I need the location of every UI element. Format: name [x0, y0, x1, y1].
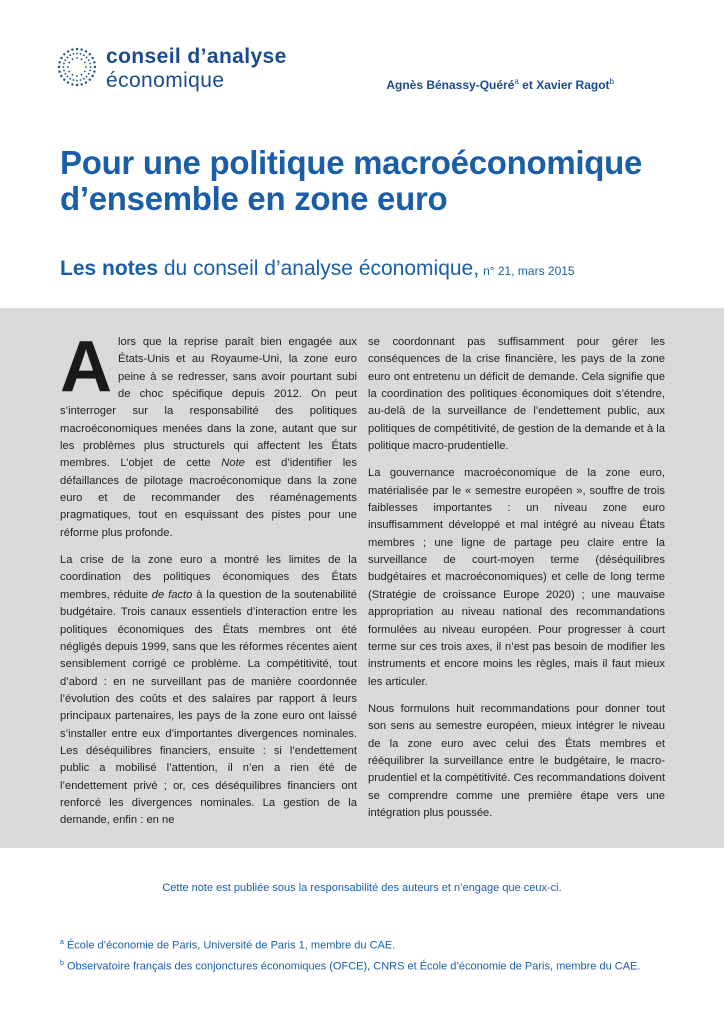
summary-column-left	[60, 327, 357, 840]
logo-dot	[90, 66, 92, 68]
author-footnote-mark: a	[514, 77, 519, 86]
logo-dot	[84, 62, 86, 64]
logo-dot	[76, 84, 78, 86]
summary-paragraph: se coordonnant pas suffisamment pour gérer les conséquences de la crise financière, les pays de la zone euro ont entretenu un déficit de demande. Cela signifie que la coordination des politiques économiques doit s’étendre, au-delà de la surveillance de l’endettement public, aux politiques de compétitivité, de gestion de la demande et à la politique macro-prudentielle.	[368, 336, 665, 453]
logo-dot	[83, 54, 85, 56]
issue-number: n° 21, mars 2015	[483, 264, 575, 278]
logo-dot	[71, 48, 73, 50]
logo-dot	[67, 66, 69, 68]
logo-dot	[76, 80, 78, 82]
logo-dot	[60, 57, 62, 59]
logo-dot	[80, 48, 82, 50]
logo-dot	[76, 75, 78, 77]
logo-dot	[67, 76, 69, 78]
logo-dot	[63, 53, 65, 55]
logo-dot	[86, 57, 88, 59]
logo-dot	[85, 66, 87, 68]
paragraph-text: lors que la reprise paraît bien engagée aux États-Unis et au Royaume-Uni, la zone euro peine à se redresser, sans avoir pourtant subi de choc spécifique depuis 2012. On peut s’interroger sur la responsabilité des politiques macroéconomiques menées dans la zone, autant que sur les problèmes plus structurels qui affectent les États membres. L’objet de cette	[60, 336, 357, 470]
logo-dot	[67, 57, 69, 59]
logo-dot	[84, 71, 86, 73]
logo-dot	[83, 78, 85, 80]
logo-dot	[85, 81, 87, 83]
footnote-mark: b	[60, 959, 64, 967]
logo-dot	[72, 74, 74, 76]
footnote-mark: a	[60, 939, 64, 946]
logo-dot	[81, 58, 83, 60]
logo-dot	[91, 75, 93, 77]
summary-column-right	[368, 334, 665, 832]
logo-dot	[60, 75, 62, 77]
summary-paragraph: Nous formulons huit recommandations pour donner tout son sens au semestre européen, mieux intégrer le niveau de la zone euro avec celui des États membres et rééquilibrer la surveillance entre le budgétaire, le macro-prudentiel et la compétitivité. Ces recommandations doivent se comprendre comme une première étape vers une intégration plus poussée.	[368, 702, 665, 819]
series-name: Les notes	[60, 257, 159, 280]
logo-dot	[93, 70, 95, 72]
sunburst-logo-icon	[56, 46, 98, 88]
author-footnote-mark: b	[609, 77, 614, 86]
footnote-text: Observatoire français des conjonctures économiques (OFCE), CNRS et École d’économie de Paris, membre du CAE.	[63, 960, 641, 973]
logo-dot	[89, 70, 91, 72]
logo-dot	[73, 79, 75, 81]
footnote	[60, 934, 640, 955]
logo-dot	[63, 79, 65, 81]
summary-paragraph	[60, 552, 357, 830]
logo-dot	[58, 61, 60, 63]
logo-dot	[63, 66, 65, 68]
logo-dot	[76, 57, 78, 59]
author-name: Xavier Ragot	[536, 78, 610, 92]
logo-dot	[80, 53, 82, 55]
logo-dot	[80, 79, 82, 81]
paragraph-text: est d’identifier les défaillances de pilotage macroéconomique dans la zone euro et de recommander des réaménagements pragmatiques, tout en esquissant des pistes pour une réforme plus profonde.	[60, 457, 357, 539]
logo-dot	[73, 53, 75, 55]
paragraph-text: à la question de la soutenabilité budgétaire. Trois canaux essentiels d’interaction entre les politiques économiques des États membres ont été négligés depuis 1999, sans que les réformes récentes aient sensiblement corrigé ce problème. La compétitivité, tout d’abord : en ne surveillant pas de manière coordonnée l’évolution des coûts et des salaires par rapport à leurs principaux partenaires, les pays de la zone euro ont laissé s’installer entre eux d’importantes divergences nominales. Les déséquilibres financiers, ensuite : si l’endettement public a mobilisé l’attention, il n’en a rien été de l’endettement privé ; or, ces déséquilibres financiers ont renforcé les divergences nominales. La gestion de la demande, enfin : en ne	[60, 588, 357, 827]
logo-dot	[94, 66, 96, 68]
paragraph-text: La crise de la zone euro a montré les limites de la coordination des politiques économiques des États membres, réduite	[60, 554, 357, 601]
logo-dot	[69, 54, 71, 56]
logo-dot	[68, 71, 70, 73]
logo-dot	[64, 73, 66, 75]
logo-dot	[67, 81, 69, 83]
logo-dot	[76, 53, 78, 55]
disclaimer: Cette note est publiée sous la responsabilité des auteurs et n’engage que ceux-ci.	[162, 882, 562, 894]
logo-dot	[80, 83, 82, 85]
logo-dot	[86, 76, 88, 78]
logo-dot	[81, 74, 83, 76]
logo-dot	[85, 50, 87, 52]
logo-dot	[67, 50, 69, 52]
summary-paragraph: La gouvernance macroéconomique de la zone euro, matérialisée par le « semestre européen », souffre de trois faiblesses importantes : un niveau zone euro insuffisamment développé et mal intégré au niveau États membres ; une ligne de partage peu claire entre la surveillance de court-moyen terme (déséquilibres budgétaires et macroéconomiques) et celle de long terme (Stratégie de croissance Europe 2020) ; une mauvaise appropriation au niveau national des recommandations formulées au niveau européen. Pour progresser à court terme sur ces trois axes, il n’est pas besoin de modifier les instruments et encore moins les règles, mais il faut mieux les articuler.	[368, 467, 665, 688]
series-publisher: du conseil d’analyse économique,	[158, 257, 480, 280]
logo-dot	[88, 73, 90, 75]
logo-dot	[69, 78, 71, 80]
footnote-text: École d’économie de Paris, Université de Paris 1, membre du CAE.	[63, 939, 396, 952]
logo-dot	[71, 83, 73, 85]
logo-dot	[93, 61, 95, 63]
logo-dot	[89, 79, 91, 81]
logo-dot	[72, 58, 74, 60]
logo-dot	[68, 62, 70, 64]
logo-text-line2: économique	[106, 69, 225, 92]
logo	[56, 44, 306, 94]
footnotes	[60, 934, 640, 975]
logo-dot	[63, 70, 65, 72]
logo-dot	[58, 70, 60, 72]
author-connector: et	[518, 78, 537, 92]
series-line	[60, 257, 575, 281]
logo-text-line1: conseil d’analyse	[106, 45, 287, 68]
logo-dot	[64, 59, 66, 61]
logo-dot	[88, 59, 90, 61]
logo-dot	[63, 63, 65, 65]
logo-dot	[58, 66, 60, 68]
page-title: Pour une politique macroéconomique d’ensemble en zone euro	[60, 144, 643, 217]
author-name: Agnès Bénassy-Quéré	[386, 78, 515, 92]
drop-cap: A	[60, 327, 112, 407]
logo-dot	[76, 48, 78, 50]
paragraph-italic: de facto	[151, 588, 193, 601]
logo-dot	[89, 63, 91, 65]
footnote	[60, 955, 640, 976]
authors	[386, 77, 614, 92]
logo-dot	[91, 57, 93, 59]
summary-paragraph	[60, 327, 357, 542]
paragraph-italic: Note	[221, 457, 245, 470]
logo-dot	[89, 53, 91, 55]
